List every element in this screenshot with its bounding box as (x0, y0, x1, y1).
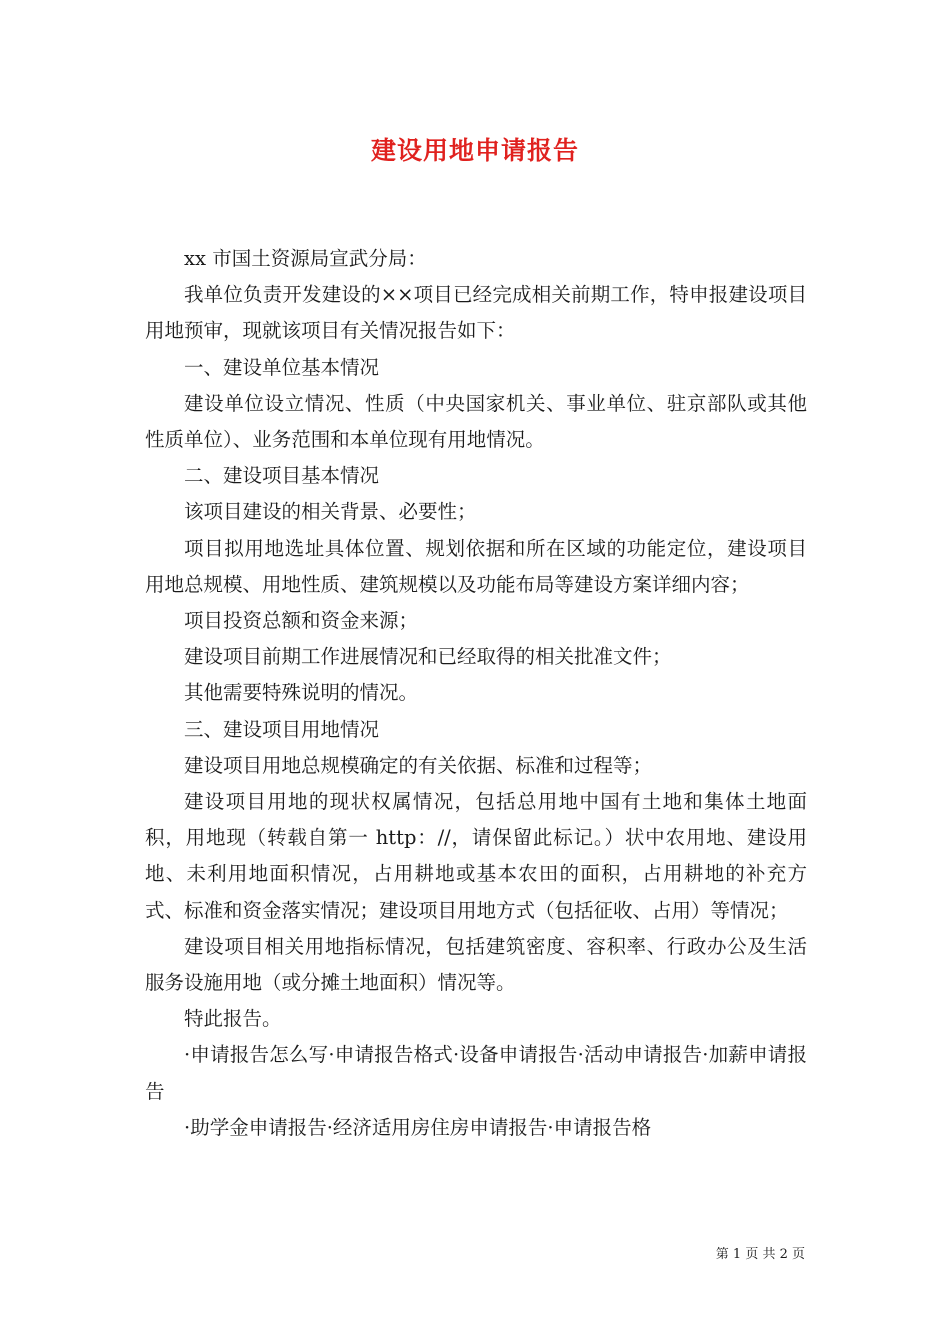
addressee: xx 市国土资源局宣武分局： (184, 247, 427, 270)
page-number: 第 1 页 共 2 页 (715, 1247, 805, 1262)
paragraph: 建设单位设立情况、性质（中央国家机关、事业单位、驻京部队或其他性质单位）、业务范围和本单位现有用地情况。 (145, 391, 807, 452)
paragraph: 我单位负责开发建设的××项目已经完成相关前期工作，特申报建设项目用地预审，现就该项目有关情况报告如下： (145, 283, 807, 343)
section-heading: 二、建设项目基本情况 (184, 464, 380, 488)
related-links: ·申请报告怎么写·申请报告格式·设备申请报告·活动申请报告·加薪申请报告 (145, 1043, 807, 1103)
closing-line: 特此报告。 (184, 1007, 282, 1031)
paragraph: 建设项目用地的现状权属情况，包括总用地中国有土地和集体土地面积，用地现（转载自第一 http：//，请保留此标记。）状中农用地、建设用地、未利用地面积情况，占用耕地或基本农田的面积，占用耕地的补充方式、标准和资金落实情况；建设项目用地方式（包括征收、占用）等情况； (145, 790, 807, 922)
related-links: ·助学金申请报告·经济适用房住房申请报告·申请报告格 (184, 1115, 652, 1139)
document-title: 建设用地申请报告 (370, 136, 579, 165)
document-body (145, 241, 807, 1146)
paragraph: 项目投资总额和资金来源； (184, 609, 419, 633)
paragraph: 该项目建设的相关背景、必要性； (184, 500, 477, 524)
section-heading: 一、建设单位基本情况 (184, 355, 380, 379)
paragraph: 项目拟用地选址具体位置、规划依据和所在区域的功能定位，建设项目用地总规模、用地性质、建筑规模以及功能布局等建设方案详细内容； (145, 536, 807, 596)
paragraph: 建设项目相关用地指标情况，包括建筑密度、容积率、行政办公及生活服务设施用地（或分摊土地面积）情况等。 (145, 934, 807, 995)
section-heading: 三、建设项目用地情况 (184, 717, 380, 741)
paragraph: 建设项目用地总规模确定的有关依据、标准和过程等； (184, 753, 653, 777)
paragraph: 建设项目前期工作进展情况和已经取得的相关批准文件； (184, 645, 672, 669)
paragraph: 其他需要特殊说明的情况。 (184, 681, 419, 705)
